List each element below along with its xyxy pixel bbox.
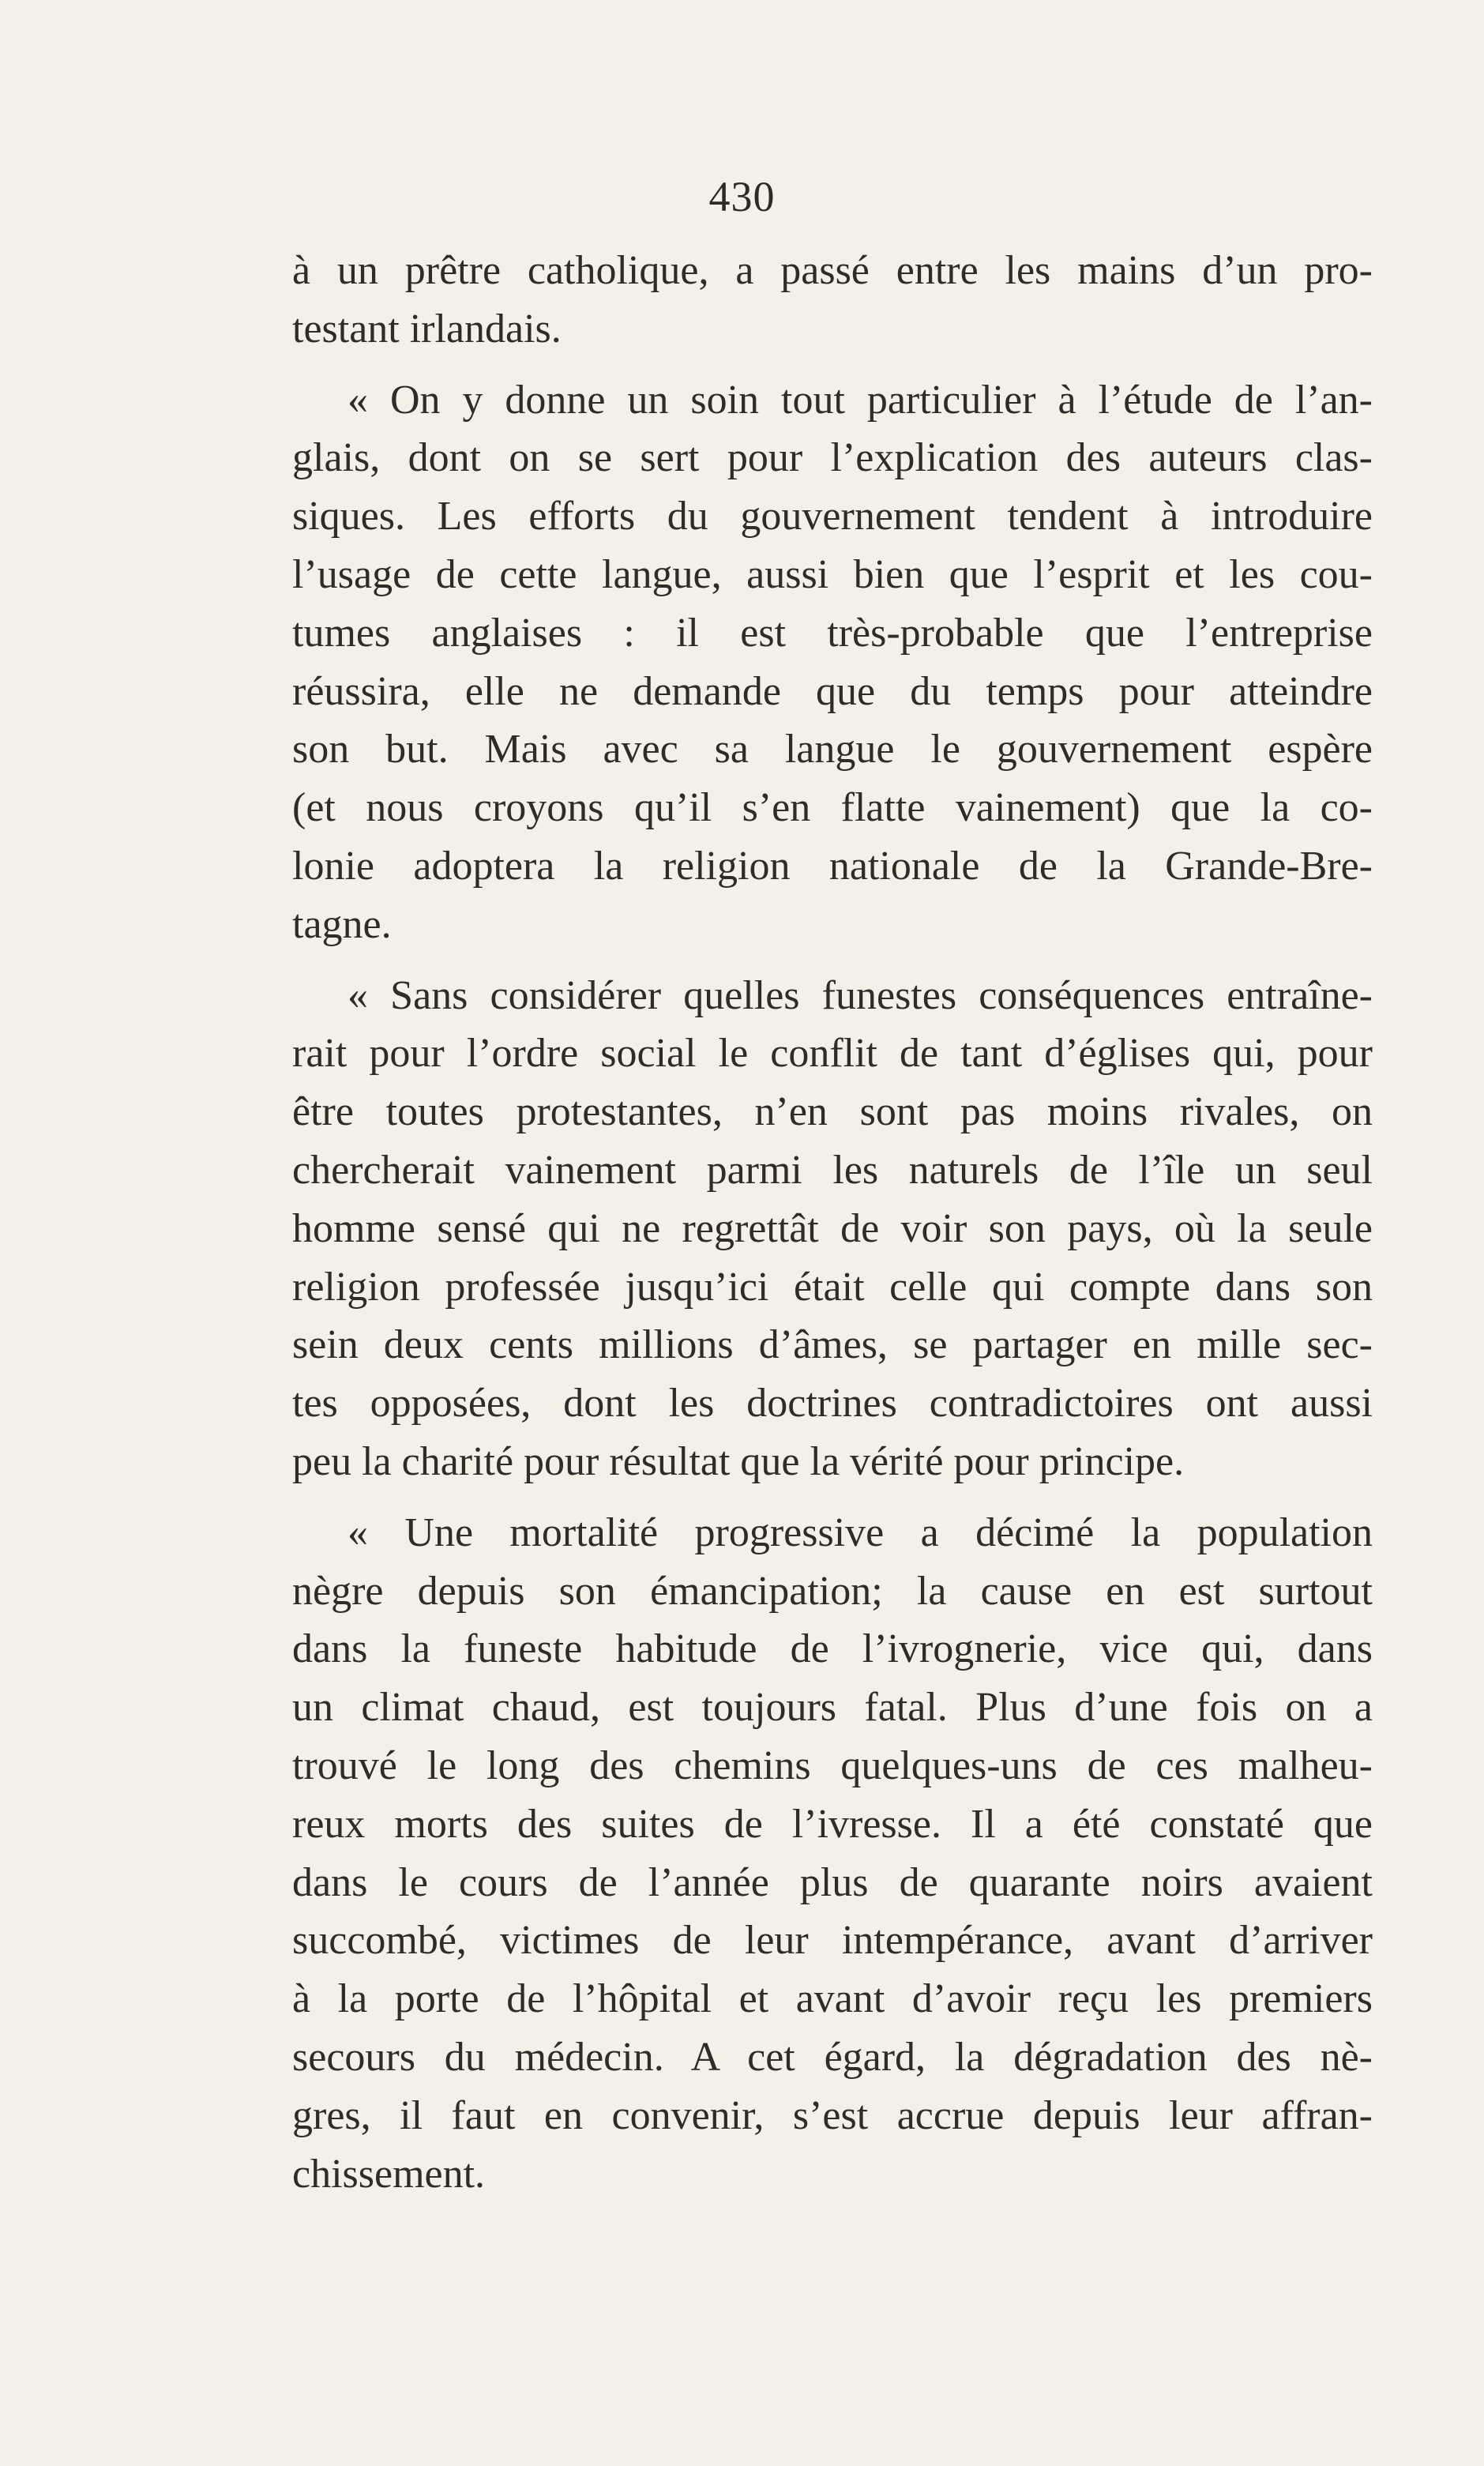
text-line: l’usage de cette langue, aussi bien que l’esprit et les cou- [292, 551, 1373, 597]
text-line: gres, il faut en convenir, s’est accrue depuis leur affran- [292, 2092, 1373, 2138]
text-line: son but. Mais avec sa langue le gouvernement espère [292, 727, 1373, 773]
text-line: secours du médecin. A cet égard, la dégradation des nè- [292, 2034, 1373, 2080]
text-line: succombé, victimes de leur intempérance, avant d’arriver [292, 1918, 1373, 1964]
text-line: tagne. [292, 901, 392, 947]
paragraph-2 [292, 371, 1373, 954]
text-line: être toutes protestantes, n’en sont pas moins rivales, on [292, 1089, 1373, 1135]
text-line: chercherait vainement parmi les naturels de l’île un seul [292, 1147, 1373, 1193]
text-line: tes opposées, dont les doctrines contradictoires ont aussi [292, 1381, 1373, 1427]
text-line: reux morts des suites de l’ivresse. Il a été constaté que [292, 1801, 1373, 1847]
text-line: sein deux cents millions d’âmes, se partager en mille sec- [292, 1322, 1373, 1368]
paragraph-1 [292, 242, 1373, 359]
text-line: dans le cours de l’année plus de quarante noirs avaient [292, 1859, 1373, 1905]
text-line: chissement. [292, 2151, 486, 2197]
text-line: homme sensé qui ne regrettât de voir son pays, où la seule [292, 1205, 1373, 1251]
text-line: peu la charité pour résultat que la vérité pour principe. [292, 1438, 1185, 1484]
text-line: religion professée jusqu’ici était celle qui compte dans son [292, 1264, 1373, 1310]
text-line: « Une mortalité progressive a décimé la population [348, 1509, 1373, 1555]
text-line: rait pour l’ordre social le conflit de tant d’églises qui, pour [292, 1031, 1373, 1077]
text-line: nègre depuis son émancipation; la cause en est surtout [292, 1568, 1373, 1614]
body-text [292, 242, 1373, 2203]
text-line: « Sans considérer quelles funestes conséquences entraîne- [348, 972, 1373, 1018]
text-line: dans la funeste habitude de l’ivrognerie, vice qui, dans [292, 1626, 1373, 1672]
text-line: glais, dont on se sert pour l’explication des auteurs clas- [292, 435, 1373, 481]
text-line: siques. Les efforts du gouvernement tendent à introduire [292, 494, 1373, 539]
text-line: lonie adoptera la religion nationale de la Grande-Bre- [292, 843, 1373, 889]
page-number: 430 [708, 173, 776, 220]
text-line: (et nous croyons qu’il s’en flatte vainement) que la co- [292, 785, 1373, 831]
text-line: trouvé le long des chemins quelques-uns de ces malheu- [292, 1742, 1373, 1788]
paragraph-3 [292, 967, 1373, 1491]
text-line: testant irlandais. [292, 306, 562, 351]
text-line: un climat chaud, est toujours fatal. Plus d’une fois on a [292, 1685, 1373, 1731]
text-line: « On y donne un soin tout particulier à l’étude de l’an- [348, 377, 1373, 423]
text-line: à un prêtre catholique, a passé entre les mains d’un pro- [292, 248, 1373, 293]
text-line: tumes anglaises : il est très-probable que l’entreprise [292, 610, 1373, 656]
paragraph-4 [292, 1504, 1373, 2204]
text-line: à la porte de l’hôpital et avant d’avoir reçu les premiers [292, 1976, 1373, 2022]
text-line: réussira, elle ne demande que du temps pour atteindre [292, 668, 1373, 714]
